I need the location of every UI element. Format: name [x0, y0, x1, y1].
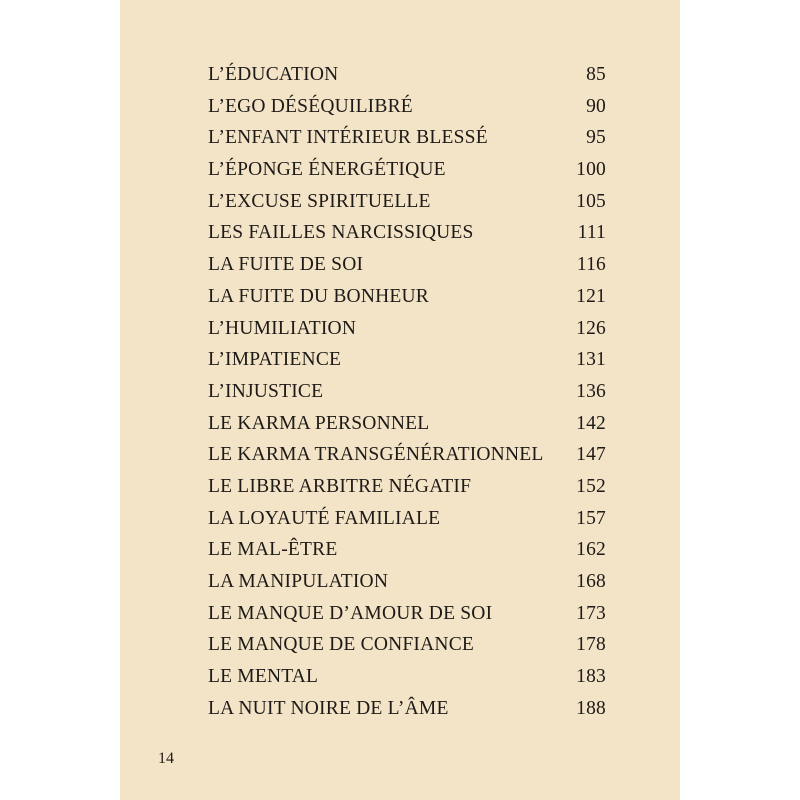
- toc-entry-title: LA FUITE DU BONHEUR: [208, 285, 430, 307]
- toc-entry: [208, 191, 606, 223]
- toc-entry-title: LA LOYAUTÉ FAMILIALE: [208, 507, 441, 529]
- toc-entry-page: 136: [576, 380, 606, 402]
- toc-entry: [208, 159, 606, 191]
- toc-entry-page: 105: [576, 190, 606, 212]
- toc-entry-title: L’IMPATIENCE: [208, 349, 342, 371]
- toc-entry: [208, 571, 606, 603]
- toc-entry-page: 142: [576, 412, 606, 434]
- toc-entry-page: 90: [586, 95, 606, 117]
- toc-entry-title: LE MANQUE DE CONFIANCE: [208, 634, 475, 656]
- toc-entry: [208, 444, 606, 476]
- table-of-contents: [208, 64, 606, 729]
- toc-entry: [208, 476, 606, 508]
- toc-entry-page: 188: [576, 697, 606, 719]
- toc-entry-title: LE MENTAL: [208, 666, 319, 688]
- toc-entry: [208, 96, 606, 128]
- toc-entry: [208, 127, 606, 159]
- toc-entry: [208, 698, 606, 730]
- toc-entry-page: 152: [576, 475, 606, 497]
- toc-entry-title: LA NUIT NOIRE DE L’ÂME: [208, 697, 449, 719]
- toc-entry: [208, 666, 606, 698]
- toc-entry: [208, 381, 606, 413]
- toc-entry-page: 85: [586, 64, 606, 85]
- toc-entry-title: LE MANQUE D’AMOUR DE SOI: [208, 602, 493, 624]
- toc-entry-page: 100: [576, 159, 606, 181]
- page-number: 14: [158, 750, 174, 767]
- toc-entry-title: L’INJUSTICE: [208, 380, 324, 402]
- toc-entry-page: 121: [576, 285, 606, 307]
- toc-entry-title: LE MAL-ÊTRE: [208, 539, 338, 561]
- toc-entry-title: L’EXCUSE SPIRITUELLE: [208, 190, 431, 212]
- toc-entry-title: LA FUITE DE SOI: [208, 254, 364, 276]
- toc-entry: [208, 539, 606, 571]
- toc-entry-page: 173: [576, 602, 606, 624]
- toc-entry: [208, 222, 606, 254]
- toc-entry-page: 126: [576, 317, 606, 339]
- toc-entry-title: LE KARMA PERSONNEL: [208, 412, 430, 434]
- toc-entry: [208, 508, 606, 540]
- toc-entry-title: L’ÉDUCATION: [208, 64, 339, 85]
- toc-entry: [208, 413, 606, 445]
- toc-entry: [208, 254, 606, 286]
- toc-entry-title: LES FAILLES NARCISSIQUES: [208, 222, 474, 244]
- toc-entry: [208, 286, 606, 318]
- toc-entry-page: 162: [576, 539, 606, 561]
- toc-entry-page: 116: [576, 254, 606, 276]
- toc-entry: [208, 318, 606, 350]
- toc-entry-page: 183: [576, 666, 606, 688]
- toc-entry-title: LA MANIPULATION: [208, 571, 389, 592]
- toc-entry-page: 168: [576, 571, 606, 592]
- toc-entry-title: LE KARMA TRANSGÉNÉRATIONNEL: [208, 444, 544, 466]
- toc-entry-page: 111: [577, 222, 606, 244]
- toc-entry-page: 131: [576, 349, 606, 371]
- toc-entry: [208, 603, 606, 635]
- toc-entry-page: 178: [576, 634, 606, 656]
- toc-entry-title: L’HUMILIATION: [208, 317, 357, 339]
- toc-entry-title: LE LIBRE ARBITRE NÉGATIF: [208, 475, 472, 497]
- toc-entry: [208, 634, 606, 666]
- toc-entry-page: 147: [576, 444, 606, 466]
- toc-entry-title: L’ÉPONGE ÉNERGÉTIQUE: [208, 159, 446, 181]
- toc-entry-title: L’EGO DÉSÉQUILIBRÉ: [208, 95, 413, 117]
- toc-entry-page: 157: [576, 507, 606, 529]
- toc-entry: [208, 349, 606, 381]
- toc-entry-title: L’ENFANT INTÉRIEUR BLESSÉ: [208, 127, 488, 149]
- toc-entry-page: 95: [586, 127, 606, 149]
- book-page: [120, 0, 680, 800]
- toc-entry: [208, 64, 606, 96]
